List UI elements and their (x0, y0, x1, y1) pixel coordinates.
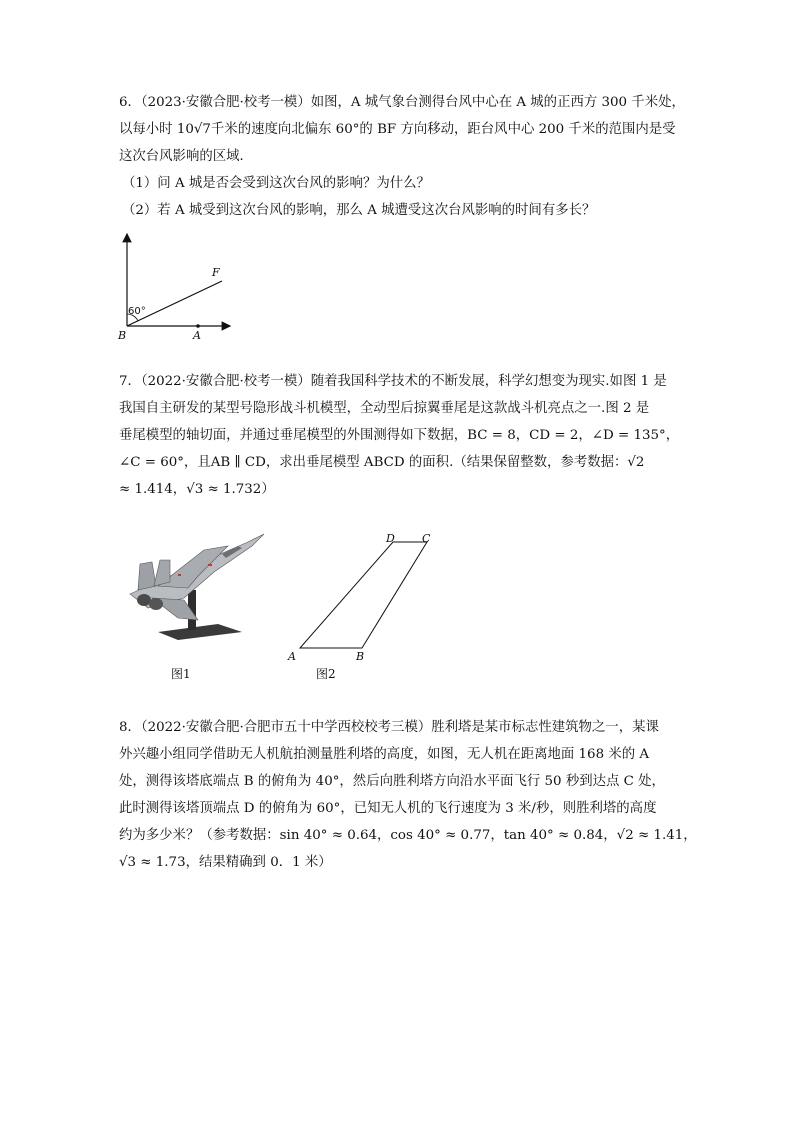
engine-nozzle-2 (149, 598, 163, 610)
problem-8-line-4: 此时测得该塔顶端点 D 的俯角为 60°，已知无人机的飞行速度为 3 米/秒，则胜利塔的高度 (119, 801, 657, 816)
angle-label: 60° (128, 306, 146, 317)
problem-6-question-2: （2）若 A 城受到这次台风的影响，那么 A 城遭受这次台风影响的时间有多长？ (122, 203, 596, 218)
problem-8-line-5: 约为多少米？（参考数据：sin 40° ≈ 0.64，cos 40° ≈ 0.77，tan 40° ≈ 0.84，√2 ≈ 1.41， (119, 828, 697, 843)
problem-7-line-2: 我国自主研发的某型号隐形战斗机模型，全动型后掠翼垂尾是这款战斗机亮点之一.图 2 是 (119, 401, 650, 416)
label-D: D (386, 532, 395, 545)
problem-8-line-6: √3 ≈ 1.73，结果精确到 0．1 米） (119, 855, 332, 870)
figure-1-caption: 图1 (171, 667, 191, 681)
label-A: A (288, 650, 296, 663)
label-B: B (356, 650, 365, 663)
problem-7-line-3: 垂尾模型的轴切面，并通过垂尾模型的外围测得如下数据，BC = 8，CD = 2，∠D = 135°， (119, 428, 680, 443)
point-A (196, 324, 200, 328)
engine-nozzle-1 (137, 594, 151, 606)
label-C: C (422, 532, 431, 545)
label-A: A (193, 329, 201, 340)
problem-8-line-1: 8．（2022·安徽合肥·合肥市五十中学西校校考三模）胜利塔是某市标志性建筑物之一，某课 (119, 720, 659, 735)
figure-2-caption: 图2 (316, 667, 336, 681)
problem-6-question-1: （1）问 A 城是否会受到这次台风的影响？为什么？ (122, 176, 430, 191)
marking-2 (178, 574, 181, 576)
problem-6-line-3: 这次台风影响的区域． (119, 149, 253, 164)
typhoon-path-BF (127, 281, 222, 326)
problem-6-line-2: 以每小时 10√7千米的速度向北偏东 60°的 BF 方向移动，距台风中心 200 千米的范围内是受 (119, 122, 676, 137)
fighter-jet-model-image (118, 528, 268, 648)
stand-base (158, 624, 242, 640)
problem-8-line-3: 处，测得该塔底端点 B 的俯角为 40°，然后向胜利塔方向沿水平面飞行 50 秒到达点 C 处， (119, 774, 665, 789)
trapezoid-figure (282, 526, 442, 666)
label-B: B (118, 329, 127, 340)
problem-6-figure (112, 228, 236, 340)
marking (208, 564, 212, 566)
problem-7-line-1: 7．（2022·安徽合肥·校考一模）随着我国科学技术的不断发展，科学幻想变为现实.如图 1 是 (119, 374, 667, 389)
problem-6-line-1: 6．（2023·安徽合肥·校考一模）如图，A 城气象台测得台风中心在 A 城的正西方 300 千米处， (119, 95, 685, 110)
trapezoid-ABCD (300, 542, 427, 648)
problem-7-line-5: ≈ 1.414，√3 ≈ 1.732） (119, 482, 275, 497)
label-F: F (212, 266, 220, 279)
vertical-tail-2 (154, 560, 170, 586)
problem-8-line-2: 外兴趣小组同学借助无人机航拍测量胜利塔的高度，如图，无人机在距离地面 168 米的 A (119, 747, 650, 762)
vertical-tail-1 (138, 562, 156, 590)
problem-7-line-4: ∠C = 60°，且AB ∥ CD，求出垂尾模型 ABCD 的面积.（结果保留整数，参考数据：√2 (119, 455, 645, 470)
